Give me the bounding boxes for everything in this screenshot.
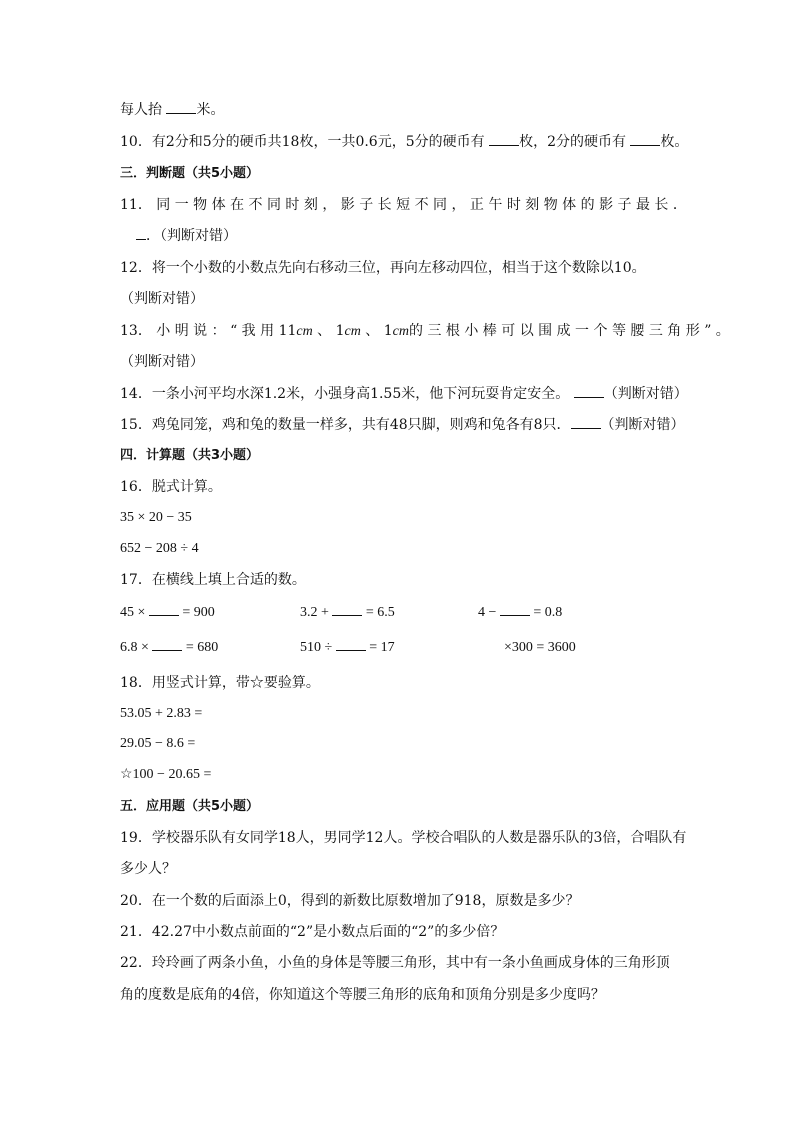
q17-row-1 bbox=[0, 603, 794, 623]
answer-blank[interactable] bbox=[574, 385, 604, 398]
unit-cm: cm bbox=[296, 324, 313, 339]
question-22-line2: 角的度数是底角的4倍，你知道这个等腰三角形的底角和顶角分别是多少度吗？ bbox=[120, 987, 605, 1003]
question-13 bbox=[120, 321, 730, 342]
question-19-line2: 多少人？ bbox=[120, 861, 176, 877]
question-22: 22．玲玲画了两条小鱼，小鱼的身体是等腰三角形，其中有一条小鱼画成身体的三角形顶 bbox=[120, 955, 670, 971]
q9-text-end: 米。 bbox=[196, 102, 225, 118]
answer-blank[interactable] bbox=[149, 603, 179, 616]
question-11-line2 bbox=[136, 226, 237, 246]
question-13-line2: （判断对错） bbox=[120, 354, 204, 370]
q10-text-mid: 枚，2分的硬币有 bbox=[519, 134, 631, 150]
section-5-heading: 五．应用题（共5小题） bbox=[120, 799, 260, 814]
q17-left: 3.2 + bbox=[300, 605, 333, 620]
q14-text: 14．一条小河平均水深1.2米，小强身高1.55米，他下河玩耍肯定安全。 bbox=[120, 386, 574, 402]
q18-expression-2: 29.05 − 8.6 = bbox=[120, 736, 196, 751]
answer-blank[interactable] bbox=[136, 227, 146, 240]
judge-label: （判断对错） bbox=[603, 386, 688, 402]
judge-label: ．（判断对错） bbox=[146, 228, 237, 244]
q17-item bbox=[120, 603, 215, 623]
question-16-title: 16．脱式计算。 bbox=[120, 479, 222, 495]
q17-left: 45 × bbox=[120, 605, 149, 620]
q17-left: 4 − bbox=[478, 605, 500, 620]
q17-right: = 17 bbox=[365, 640, 395, 655]
q17-expression: ×300 = 3600 bbox=[504, 640, 576, 655]
q17-left: 510 ÷ bbox=[300, 640, 336, 655]
q17-item bbox=[504, 638, 576, 658]
question-20: 20．在一个数的后面添上0，得到的新数比原数增加了918，原数是多少？ bbox=[120, 893, 580, 909]
answer-blank[interactable] bbox=[489, 133, 519, 146]
question-12-line2 bbox=[120, 289, 204, 309]
question-10 bbox=[120, 132, 688, 152]
q18-expression-3: ☆100 − 20.65 = bbox=[120, 767, 212, 782]
question-12: 12．将一个小数的小数点先向右移动三位，再向左移动四位，相当于这个数除以10。 bbox=[120, 260, 646, 276]
q16-expression-2: 652 − 208 ÷ 4 bbox=[120, 541, 199, 556]
q13-sep: 、 1 bbox=[312, 323, 345, 339]
answer-blank[interactable] bbox=[630, 133, 660, 146]
answer-blank[interactable] bbox=[152, 638, 182, 651]
answer-blank[interactable] bbox=[571, 416, 601, 429]
q18-expression-1: 53.05 + 2.83 = bbox=[120, 706, 203, 721]
judge-label: （判断对错） bbox=[600, 417, 685, 433]
q13-text-end: 的 三 根 小 棒 可 以 围 成 一 个 等 腰 三 角 形 ” 。 bbox=[409, 323, 730, 339]
q9-tail bbox=[120, 100, 224, 120]
q16-expression-1: 35 × 20 − 35 bbox=[120, 510, 192, 525]
unit-cm: cm bbox=[392, 324, 409, 339]
q13-text: 13． 小 明 说 ： “ 我 用 11 bbox=[120, 323, 297, 339]
answer-blank[interactable] bbox=[336, 638, 366, 651]
q13-sep: 、 1 bbox=[360, 323, 393, 339]
question-15 bbox=[120, 415, 685, 435]
q17-item bbox=[300, 603, 395, 623]
q17-right: = 900 bbox=[178, 605, 215, 620]
section-4-heading: 四．计算题（共3小题） bbox=[120, 448, 260, 463]
answer-blank[interactable] bbox=[166, 101, 196, 114]
q17-right: = 0.8 bbox=[529, 605, 563, 620]
q9-text: 每人抬 bbox=[120, 102, 167, 118]
q17-item bbox=[120, 638, 218, 658]
q17-row-2 bbox=[0, 638, 794, 658]
q17-item bbox=[300, 638, 395, 658]
question-11: 11． 同 一 物 体 在 不 同 时 刻 ， 影 子 长 短 不 同 ， 正 午 时 刻 物 体 的 影 子 最 长 ． bbox=[120, 197, 687, 213]
question-21: 21．42.27中小数点前面的“2”是小数点后面的“2”的多少倍？ bbox=[120, 924, 505, 940]
q10-text: 10．有2分和5分的硬币共18枚，一共0.6元，5分的硬币有 bbox=[120, 134, 490, 150]
q17-item bbox=[478, 603, 562, 623]
section-3-heading: 三．判断题（共5小题） bbox=[120, 166, 260, 181]
unit-cm: cm bbox=[344, 324, 361, 339]
q17-right: = 6.5 bbox=[362, 605, 395, 620]
question-18-title: 18．用竖式计算，带☆要验算。 bbox=[120, 675, 320, 691]
answer-blank[interactable] bbox=[500, 603, 530, 616]
judge-label: （判断对错） bbox=[120, 291, 204, 307]
q15-text: 15．鸡兔同笼，鸡和兔的数量一样多，共有48只脚，则鸡和兔各有8只． bbox=[120, 417, 571, 433]
question-19: 19．学校器乐队有女同学18人，男同学12人。学校合唱队的人数是器乐队的3倍，合唱队有 bbox=[120, 830, 687, 846]
answer-blank[interactable] bbox=[332, 603, 362, 616]
q17-left: 6.8 × bbox=[120, 640, 153, 655]
q17-right: = 680 bbox=[182, 640, 219, 655]
question-17-title: 17．在横线上填上合适的数。 bbox=[120, 572, 306, 588]
question-14 bbox=[120, 384, 688, 404]
q10-text-end: 枚。 bbox=[660, 134, 689, 150]
